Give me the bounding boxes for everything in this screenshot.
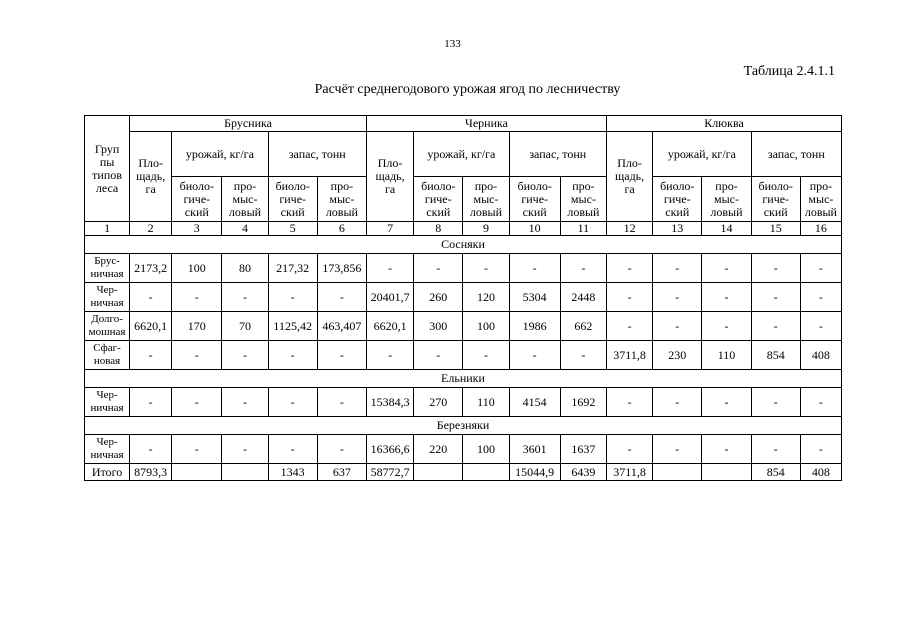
table-cell: 662 <box>560 312 606 341</box>
total-cell: 408 <box>800 464 841 481</box>
table-cell: 260 <box>414 283 463 312</box>
total-cell: 854 <box>751 464 800 481</box>
table-cell: - <box>130 341 172 370</box>
header-berry-cranberry: Клюква <box>607 116 842 132</box>
total-cell: 58772,7 <box>367 464 414 481</box>
header-bio: биоло-гиче-ский <box>751 177 800 222</box>
table-cell: - <box>751 254 800 283</box>
section-row <box>85 236 842 254</box>
table-cell: - <box>222 283 268 312</box>
table-cell: 16366,6 <box>367 435 414 464</box>
table-cell: - <box>317 435 366 464</box>
table-cell: - <box>702 254 751 283</box>
table-cell: - <box>130 283 172 312</box>
column-number: 14 <box>702 222 751 236</box>
table-cell: - <box>702 388 751 417</box>
table-cell: 217,32 <box>268 254 317 283</box>
header-prom: про-мыс-ловый <box>317 177 366 222</box>
header-yield: урожай, кг/га <box>653 132 751 177</box>
table-cell: 173,856 <box>317 254 366 283</box>
total-cell <box>414 464 463 481</box>
table-cell: 230 <box>653 341 702 370</box>
row-forest-type: Чер-ничная <box>85 283 130 312</box>
total-cell: 8793,3 <box>130 464 172 481</box>
table-cell: - <box>653 312 702 341</box>
table-cell: 1637 <box>560 435 606 464</box>
row-forest-type: Чер-ничная <box>85 435 130 464</box>
header-prom: про-мыс-ловый <box>560 177 606 222</box>
table-cell: - <box>222 341 268 370</box>
table-cell: - <box>414 254 463 283</box>
header-stock: запас, тонн <box>751 132 841 177</box>
column-number: 1 <box>85 222 130 236</box>
header-yield: урожай, кг/га <box>414 132 509 177</box>
column-number: 4 <box>222 222 268 236</box>
table-cell: - <box>268 435 317 464</box>
table-cell: - <box>560 254 606 283</box>
table-cell: - <box>222 435 268 464</box>
row-forest-type: Чер-ничная <box>85 388 130 417</box>
table-cell: 6620,1 <box>367 312 414 341</box>
table-cell: - <box>130 388 172 417</box>
table-cell: - <box>751 312 800 341</box>
table-cell: - <box>130 435 172 464</box>
column-number: 16 <box>800 222 841 236</box>
table-cell: - <box>751 283 800 312</box>
table-cell: - <box>463 341 509 370</box>
table-cell: 70 <box>222 312 268 341</box>
table-cell: - <box>607 388 653 417</box>
header-bio: биоло-гиче-ский <box>268 177 317 222</box>
table-cell: 110 <box>702 341 751 370</box>
table-cell: - <box>268 388 317 417</box>
column-number: 9 <box>463 222 509 236</box>
table-cell: - <box>367 254 414 283</box>
table-cell: - <box>800 283 841 312</box>
header-bio: биоло-гиче-ский <box>653 177 702 222</box>
column-number: 5 <box>268 222 317 236</box>
table-cell: 4154 <box>509 388 560 417</box>
table-cell: - <box>509 341 560 370</box>
table-cell: - <box>317 341 366 370</box>
header-area: Пло-щадь, га <box>367 132 414 222</box>
table-cell: 80 <box>222 254 268 283</box>
table-cell: - <box>751 388 800 417</box>
table-cell: 270 <box>414 388 463 417</box>
table-cell: - <box>702 283 751 312</box>
total-cell: 1343 <box>268 464 317 481</box>
header-bio: биоло-гиче-ский <box>509 177 560 222</box>
section-title: Сосняки <box>85 236 842 254</box>
table-cell: - <box>800 435 841 464</box>
table-cell: 100 <box>463 312 509 341</box>
table-cell: 2448 <box>560 283 606 312</box>
section-row <box>85 417 842 435</box>
total-row <box>85 464 842 481</box>
section-row <box>85 370 842 388</box>
table-cell: - <box>317 283 366 312</box>
table-cell: - <box>800 312 841 341</box>
page-number: 133 <box>444 38 461 50</box>
header-bio: биоло-гиче-ский <box>414 177 463 222</box>
header-area: Пло-щадь, га <box>607 132 653 222</box>
table-cell: 1692 <box>560 388 606 417</box>
table-cell: - <box>268 283 317 312</box>
table-cell: - <box>702 312 751 341</box>
header-yield: урожай, кг/га <box>172 132 268 177</box>
table-cell: - <box>653 254 702 283</box>
total-cell <box>222 464 268 481</box>
table-cell: - <box>414 341 463 370</box>
table-cell: 3711,8 <box>607 341 653 370</box>
header-stock: запас, тонн <box>509 132 606 177</box>
header-prom: про-мыс-ловый <box>702 177 751 222</box>
table-id: Таблица 2.4.1.1 <box>743 64 835 79</box>
table-cell: - <box>653 283 702 312</box>
header-prom: про-мыс-ловый <box>463 177 509 222</box>
total-label: Итого <box>85 464 130 481</box>
header-bio: биоло-гиче-ский <box>172 177 222 222</box>
table-cell: - <box>607 283 653 312</box>
table-cell: - <box>317 388 366 417</box>
table-cell: 170 <box>172 312 222 341</box>
table-cell: - <box>751 435 800 464</box>
table-title: Расчёт среднегодового урожая ягод по лесничеству <box>314 82 621 97</box>
total-cell: 15044,9 <box>509 464 560 481</box>
table-row <box>85 388 842 417</box>
table-cell: - <box>367 341 414 370</box>
column-number: 15 <box>751 222 800 236</box>
total-cell <box>172 464 222 481</box>
table-cell: - <box>560 341 606 370</box>
table-cell: 300 <box>414 312 463 341</box>
yield-table <box>84 115 842 481</box>
row-forest-type: Брус-ничная <box>85 254 130 283</box>
table-cell: - <box>268 341 317 370</box>
table-row <box>85 435 842 464</box>
table-cell: - <box>653 388 702 417</box>
column-number: 2 <box>130 222 172 236</box>
table-cell: 3601 <box>509 435 560 464</box>
total-cell <box>702 464 751 481</box>
table-cell: 6620,1 <box>130 312 172 341</box>
table-cell: - <box>172 341 222 370</box>
table-cell: 120 <box>463 283 509 312</box>
table-cell: - <box>702 435 751 464</box>
row-forest-type: Сфаг-новая <box>85 341 130 370</box>
table-cell: - <box>607 435 653 464</box>
table-cell: - <box>172 435 222 464</box>
header-berry-blueberry: Черника <box>367 116 607 132</box>
table-cell: - <box>222 388 268 417</box>
total-cell: 6439 <box>560 464 606 481</box>
table-cell: 15384,3 <box>367 388 414 417</box>
table-cell: 1125,42 <box>268 312 317 341</box>
column-number: 3 <box>172 222 222 236</box>
table-cell: - <box>463 254 509 283</box>
table-cell: 2173,2 <box>130 254 172 283</box>
column-number: 11 <box>560 222 606 236</box>
column-number: 8 <box>414 222 463 236</box>
table-cell: - <box>607 254 653 283</box>
table-cell: - <box>509 254 560 283</box>
total-cell: 637 <box>317 464 366 481</box>
table-cell: - <box>172 283 222 312</box>
column-number: 13 <box>653 222 702 236</box>
column-number-row <box>85 222 842 236</box>
section-title: Березняки <box>85 417 842 435</box>
table-row <box>85 283 842 312</box>
table-cell: 408 <box>800 341 841 370</box>
column-number: 12 <box>607 222 653 236</box>
table-cell: - <box>653 435 702 464</box>
total-cell: 3711,8 <box>607 464 653 481</box>
table-cell: 854 <box>751 341 800 370</box>
table-cell: - <box>607 312 653 341</box>
table-cell: 1986 <box>509 312 560 341</box>
header-area: Пло-щадь, га <box>130 132 172 222</box>
header-berry-lingonberry: Брусника <box>130 116 367 132</box>
table-cell: 220 <box>414 435 463 464</box>
table-row <box>85 254 842 283</box>
table-cell: - <box>800 254 841 283</box>
table-cell: 5304 <box>509 283 560 312</box>
column-number: 10 <box>509 222 560 236</box>
column-number: 7 <box>367 222 414 236</box>
total-cell <box>653 464 702 481</box>
table-cell: 110 <box>463 388 509 417</box>
table-cell: 463,407 <box>317 312 366 341</box>
header-stock: запас, тонн <box>268 132 366 177</box>
table-cell: 20401,7 <box>367 283 414 312</box>
header-prom: про-мыс-ловый <box>222 177 268 222</box>
header-prom: про-мыс-ловый <box>800 177 841 222</box>
section-title: Ельники <box>85 370 842 388</box>
row-forest-type: Долго-мошная <box>85 312 130 341</box>
table-cell: - <box>800 388 841 417</box>
table-cell: 100 <box>463 435 509 464</box>
header-group-col: Груп пы типов леса <box>85 116 130 222</box>
table-cell: - <box>172 388 222 417</box>
table-cell: 100 <box>172 254 222 283</box>
column-number: 6 <box>317 222 366 236</box>
total-cell <box>463 464 509 481</box>
table-row <box>85 341 842 370</box>
table-row <box>85 312 842 341</box>
